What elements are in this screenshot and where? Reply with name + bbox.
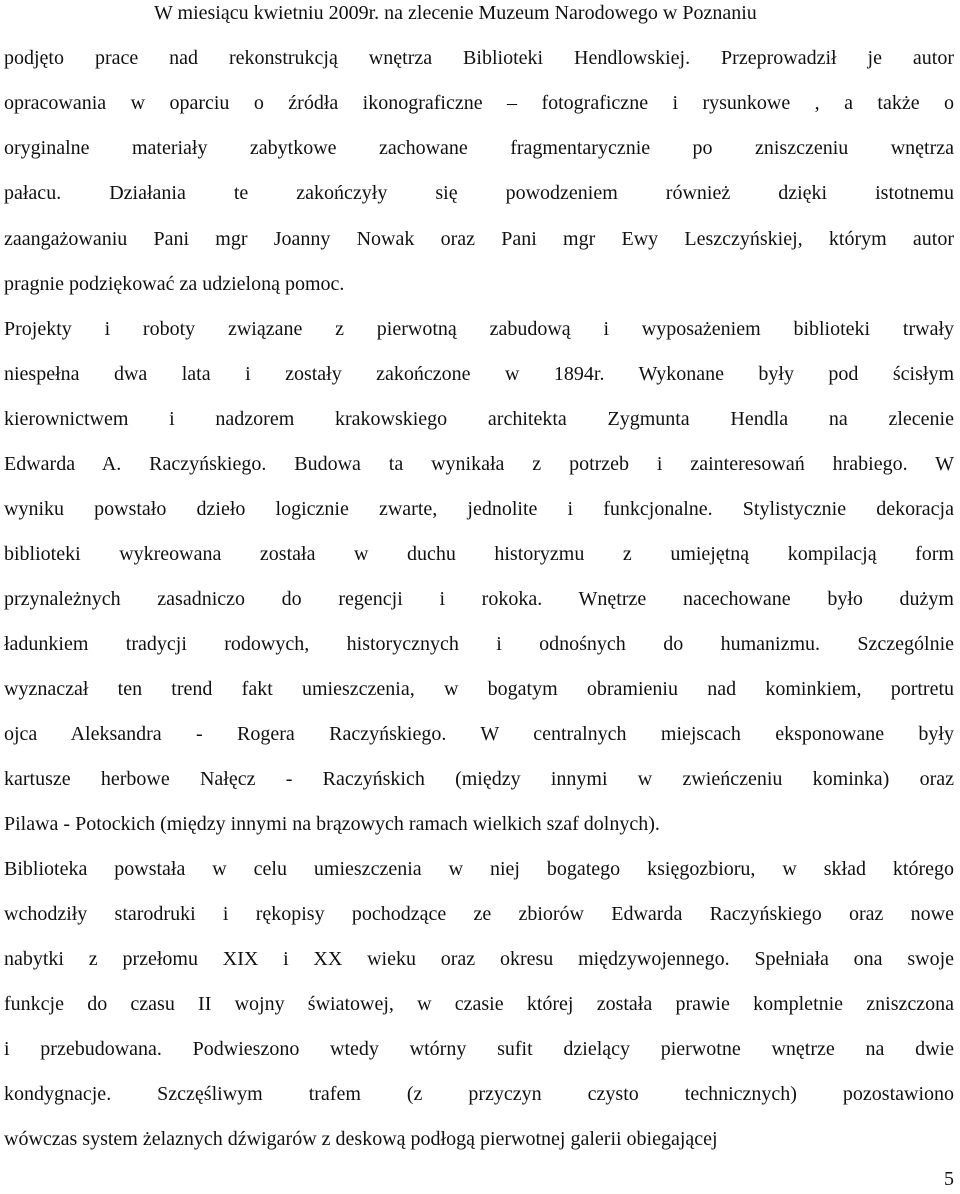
text-line-19: Pilawa - Potockich (między innymi na brązowych ramach wielkich szaf dolnych). [4, 813, 660, 835]
text-line-9: niespełna dwa lata i zostały zakończone w 1894r. Wykonane były pod ścisłym [4, 363, 954, 385]
text-line-15: ładunkiem tradycji rodowych, historycznych i odnośnych do humanizmu. Szczególnie [4, 633, 954, 655]
text-line-21: wchodziły starodruki i rękopisy pochodzące ze zbiorów Edwarda Raczyńskiego oraz nowe [4, 903, 954, 925]
text-line-16: wyznaczał ten trend fakt umieszczenia, w bogatym obramieniu nad kominkiem, portretu [4, 678, 954, 700]
text-line-14: przynależnych zasadniczo do regencji i rokoka. Wnętrze nacechowane było dużym [4, 588, 954, 610]
text-line-22: nabytki z przełomu XIX i XX wieku oraz okresu międzywojennego. Spełniała ona swoje [4, 948, 954, 970]
text-line-3: opracowania w oparciu o źródła ikonograficzne – fotograficzne i rysunkowe , a także o [4, 92, 954, 114]
text-line-26: wówczas system żelaznych dźwigarów z deskową podłogą pierwotnej galerii obiegającej [4, 1128, 718, 1150]
text-line-12: wyniku powstało dzieło logicznie zwarte, jednolite i funkcjonalne. Stylistycznie dekoracja [4, 498, 954, 520]
text-line-1: W miesiącu kwietniu 2009r. na zlecenie Muzeum Narodowego w Poznaniu [154, 2, 757, 24]
text-line-24: i przebudowana. Podwieszono wtedy wtórny sufit dzielący pierwotne wnętrze na dwie [4, 1038, 954, 1060]
text-line-6: zaangażowaniu Pani mgr Joanny Nowak oraz Pani mgr Ewy Leszczyńskiej, którym autor [4, 228, 954, 250]
text-line-17: ojca Aleksandra - Rogera Raczyńskiego. W centralnych miejscach eksponowane były [4, 723, 954, 745]
text-line-11: Edwarda A. Raczyńskiego. Budowa ta wynikała z potrzeb i zainteresowań hrabiego. W [4, 453, 954, 475]
text-line-25: kondygnacje. Szczęśliwym trafem (z przyczyn czysto technicznych) pozostawiono [4, 1083, 954, 1105]
text-line-8: Projekty i roboty związane z pierwotną zabudową i wyposażeniem biblioteki trwały [4, 318, 954, 340]
text-line-10: kierownictwem i nadzorem krakowskiego architekta Zygmunta Hendla na zlecenie [4, 408, 954, 430]
text-line-5: pałacu. Działania te zakończyły się powodzeniem również dzięki istotnemu [4, 182, 954, 204]
text-line-23: funkcje do czasu II wojny światowej, w czasie której została prawie kompletnie zniszczona [4, 993, 954, 1015]
page-number: 5 [944, 1168, 954, 1190]
text-line-20: Biblioteka powstała w celu umieszczenia w niej bogatego księgozbioru, w skład którego [4, 858, 954, 880]
text-line-7: pragnie podziękować za udzieloną pomoc. [4, 273, 345, 295]
text-line-2: podjęto prace nad rekonstrukcją wnętrza Biblioteki Hendlowskiej. Przeprowadził je autor [4, 47, 954, 69]
text-line-18: kartusze herbowe Nałęcz - Raczyńskich (między innymi w zwieńczeniu kominka) oraz [4, 768, 954, 790]
text-line-13: biblioteki wykreowana została w duchu historyzmu z umiejętną kompilacją form [4, 543, 954, 565]
text-line-4: oryginalne materiały zabytkowe zachowane fragmentarycznie po zniszczeniu wnętrza [4, 137, 954, 159]
